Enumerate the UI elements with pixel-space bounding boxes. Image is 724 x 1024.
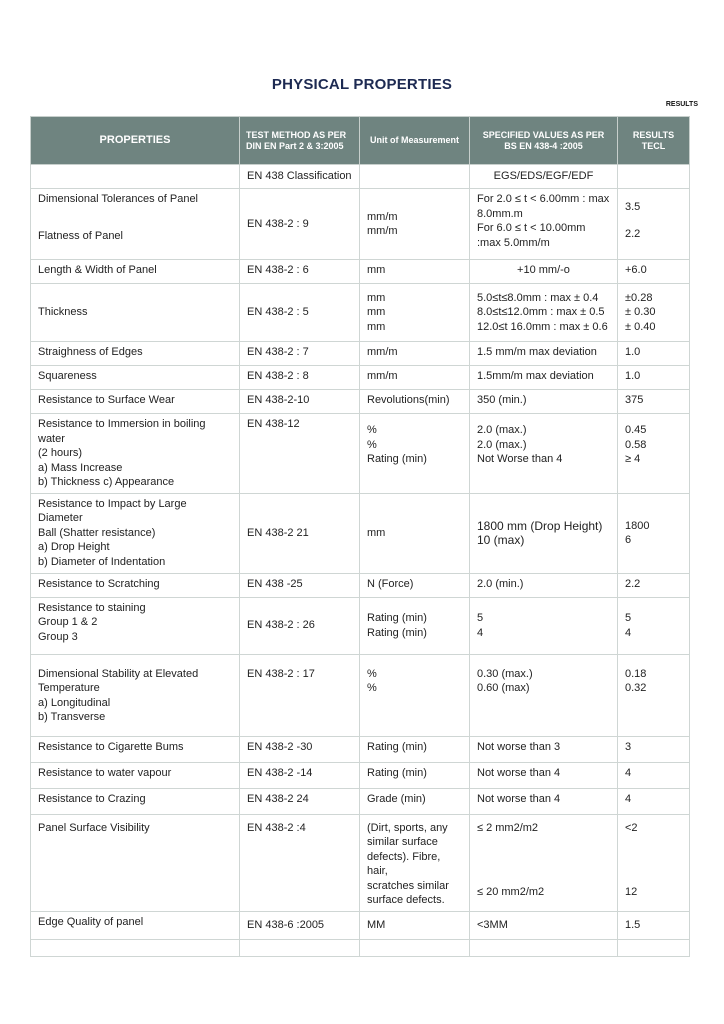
method-cell: EN 438-2 : 7	[240, 342, 360, 366]
spec-cell	[470, 939, 618, 956]
table-row	[31, 260, 690, 284]
result-cell: 4	[618, 762, 690, 788]
spec-cell: Not worse than 4	[470, 788, 618, 814]
unit-cell: Grade (min)	[360, 788, 470, 814]
property-cell: Resistance to Surface Wear	[31, 390, 240, 414]
table-row	[31, 414, 690, 494]
method-cell: EN 438 Classification	[240, 165, 360, 189]
unit-cell: MM	[360, 911, 470, 939]
property-cell	[31, 189, 240, 260]
header-unit: Unit of Measurement	[360, 117, 470, 165]
unit-cell: mm/m	[360, 342, 470, 366]
header-test-method: TEST METHOD AS PER DIN EN Part 2 & 3:2005	[240, 117, 360, 165]
unit-cell	[360, 165, 470, 189]
table-row	[31, 597, 690, 654]
method-cell: EN 438-2 24	[240, 788, 360, 814]
spec-cell: +10 mm/-o	[470, 260, 618, 284]
method-cell: EN 438-2 : 6	[240, 260, 360, 284]
result-cell: 3	[618, 736, 690, 762]
spec-cell: ≤ 2 mm2/m2 ≤ 20 mm2/m2	[470, 814, 618, 911]
method-cell: EN 438-2 :4	[240, 814, 360, 911]
unit-cell: mm/m	[360, 366, 470, 390]
result-cell: 0.45 0.58 ≥ 4	[618, 414, 690, 494]
property-cell: Panel Surface Visibility	[31, 814, 240, 911]
result-cell: 1800 6	[618, 493, 690, 573]
spec-cell: 5 4	[470, 597, 618, 654]
unit-cell: mm/m mm/m	[360, 189, 470, 260]
unit-cell: % % Rating (min)	[360, 414, 470, 494]
result-cell: 375	[618, 390, 690, 414]
unit-cell: Rating (min)	[360, 736, 470, 762]
unit-cell: mm	[360, 260, 470, 284]
property-cell: Resistance to staining Group 1 & 2 Group 3	[31, 597, 240, 654]
table-row	[31, 390, 690, 414]
property-cell	[31, 165, 240, 189]
property-cell: Resistance to Cigarette Bums	[31, 736, 240, 762]
spec-cell: 2.0 (min.)	[470, 573, 618, 597]
result-cell	[618, 939, 690, 956]
spec-cell: For 2.0 ≤ t < 6.00mm : max 8.0mm.m For 6.0 ≤ t < 10.00mm :max 5.0mm/m	[470, 189, 618, 260]
property-cell: Straighness of Edges	[31, 342, 240, 366]
result-cell: 1.5	[618, 911, 690, 939]
result-cell: +6.0	[618, 260, 690, 284]
table-row	[31, 762, 690, 788]
result-cell: 1.0	[618, 366, 690, 390]
page-title: PHYSICAL PROPERTIES	[271, 76, 453, 93]
result-cell: 5 4	[618, 597, 690, 654]
table-row	[31, 573, 690, 597]
method-cell	[240, 939, 360, 956]
unit-cell	[360, 939, 470, 956]
method-cell: EN 438-6 :2005	[240, 911, 360, 939]
result-cell: 3.5 2.2	[618, 189, 690, 260]
property-cell	[31, 939, 240, 956]
method-cell: EN 438-2 : 8	[240, 366, 360, 390]
unit-cell: % %	[360, 654, 470, 736]
result-cell: 0.18 0.32	[618, 654, 690, 736]
method-cell: EN 438-2 21	[240, 493, 360, 573]
property-cell: Edge Quality of panel	[31, 911, 240, 939]
results-label: RESULTS	[665, 101, 698, 108]
property-cell: Resistance to Immersion in boiling water (2 hours) a) Mass Increase b) Thickness c) Appearance	[31, 414, 240, 494]
table-row	[31, 814, 690, 911]
unit-cell: Revolutions(min)	[360, 390, 470, 414]
result-cell: 4	[618, 788, 690, 814]
property-cell: Dimensional Stability at Elevated Temperature a) Longitudinal b) Transverse	[31, 654, 240, 736]
header-results: RESULTS TECL	[618, 117, 690, 165]
method-cell: EN 438-2 : 17	[240, 654, 360, 736]
table-row	[31, 939, 690, 956]
unit-cell: (Dirt, sports, any similar surface defects). Fibre, hair, scratches similar surface defects.	[360, 814, 470, 911]
spec-cell: 1800 mm (Drop Height) 10 (max)	[470, 493, 618, 573]
property-cell: Resistance to water vapour	[31, 762, 240, 788]
header-specified: SPECIFIED VALUES AS PER BS EN 438-4 :2005	[470, 117, 618, 165]
method-cell: EN 438-2 : 9	[240, 189, 360, 260]
method-cell: EN 438-2 : 26	[240, 597, 360, 654]
spec-cell: 5.0≤t≤8.0mm : max ± 0.4 8.0≤t≤12.0mm : max ± 0.5 12.0≤t 16.0mm : max ± 0.6	[470, 284, 618, 342]
spec-cell: 1.5mm/m max deviation	[470, 366, 618, 390]
table-row	[31, 493, 690, 573]
properties-table	[30, 116, 690, 957]
property-line: Flatness of Panel	[38, 229, 123, 242]
result-cell: <2 12	[618, 814, 690, 911]
result-cell: ±0.28 ± 0.30 ± 0.40	[618, 284, 690, 342]
unit-cell: Rating (min) Rating (min)	[360, 597, 470, 654]
property-cell: Resistance to Scratching	[31, 573, 240, 597]
table-row	[31, 736, 690, 762]
header-properties: PROPERTIES	[31, 117, 240, 165]
result-cell	[618, 165, 690, 189]
unit-cell: mm	[360, 493, 470, 573]
table-row	[31, 788, 690, 814]
unit-cell: Rating (min)	[360, 762, 470, 788]
property-cell: Squareness	[31, 366, 240, 390]
table-row	[31, 911, 690, 939]
table-row	[31, 654, 690, 736]
spec-cell: <3MM	[470, 911, 618, 939]
method-cell: EN 438-2 : 5	[240, 284, 360, 342]
spec-cell: 2.0 (max.) 2.0 (max.) Not Worse than 4	[470, 414, 618, 494]
method-cell: EN 438-2 -14	[240, 762, 360, 788]
method-cell: EN 438 -25	[240, 573, 360, 597]
spec-cell: 1.5 mm/m max deviation	[470, 342, 618, 366]
result-cell: 1.0	[618, 342, 690, 366]
table-row	[31, 284, 690, 342]
spec-cell: Not worse than 4	[470, 762, 618, 788]
table-row	[31, 342, 690, 366]
method-cell: EN 438-2-10	[240, 390, 360, 414]
method-cell: EN 438-12	[240, 414, 360, 494]
property-cell: Thickness	[31, 284, 240, 342]
unit-cell: N (Force)	[360, 573, 470, 597]
spec-cell: 0.30 (max.) 0.60 (max)	[470, 654, 618, 736]
spec-cell: Not worse than 3	[470, 736, 618, 762]
property-cell: Resistance to Impact by Large Diameter Ball (Shatter resistance) a) Drop Height b) Diameter of Indentation	[31, 493, 240, 573]
table-row	[31, 189, 690, 260]
unit-cell: mm mm mm	[360, 284, 470, 342]
table-row	[31, 165, 690, 189]
method-cell: EN 438-2 -30	[240, 736, 360, 762]
property-line: Dimensional Tolerances of Panel	[38, 193, 198, 205]
table-row	[31, 366, 690, 390]
spec-cell: 350 (min.)	[470, 390, 618, 414]
spec-cell: EGS/EDS/EGF/EDF	[470, 165, 618, 189]
result-cell: 2.2	[618, 573, 690, 597]
property-cell: Resistance to Crazing	[31, 788, 240, 814]
table-header-row	[31, 117, 690, 165]
property-cell: Length & Width of Panel	[31, 260, 240, 284]
